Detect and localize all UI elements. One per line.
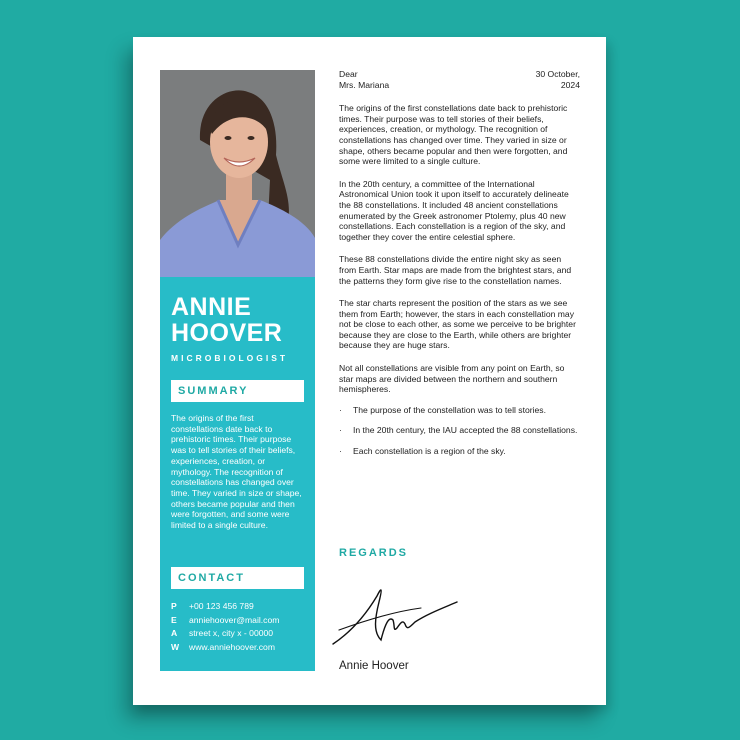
salutation-line-2: Mrs. Mariana: [339, 79, 390, 90]
sidebar: [160, 70, 315, 671]
contact-address-key: A: [171, 628, 178, 639]
contact-email: [171, 614, 311, 628]
bullet-text: In the 20th century, the IAU accepted the 88 constellations.: [353, 425, 578, 436]
date-line-1: 30 October,: [535, 69, 580, 79]
salutation-line-1: Dear: [339, 69, 358, 79]
bullet-dot-icon: ·: [339, 425, 342, 436]
letter-header: [339, 69, 580, 90]
contact-heading: CONTACT: [171, 567, 304, 589]
signer-name: Annie Hoover: [339, 660, 409, 672]
paragraph: In the 20th century, a committee of the International Astronomical Union took it upon itself to accurately delineate the 88 constellations. It included 48 ancient constellations enumerated by the Greek astronomer Ptolemy, plus 40 new constellations. Each constellation is a region of the sky, and together they cover the entire celestial sphere.: [339, 178, 569, 242]
contact-website-value[interactable]: www.anniehoover.com: [189, 641, 275, 652]
profile-name: [171, 294, 311, 346]
bullet-list: [339, 405, 580, 457]
signature-icon: [331, 582, 461, 657]
date-line-2: 2024: [560, 79, 580, 90]
contact-website-key: W: [171, 641, 180, 652]
bullet-item: [339, 405, 580, 416]
contact-email-value[interactable]: anniehoover@mail.com: [189, 614, 280, 625]
bullet-item: [339, 446, 580, 457]
profile-role: MICROBIOLOGIST: [171, 353, 289, 363]
contact-address: [171, 627, 311, 641]
bullet-item: [339, 425, 580, 436]
regards-heading: REGARDS: [339, 547, 409, 559]
paragraph: The origins of the first constellations date back to prehistoric times. Their purpose was to tell stories of their beliefs, experiences, creation, or mythology. The recognition of constellations has changed over time. They varied in size or shape, others became popular and then were forgotten, and some were limited to a single culture.: [339, 103, 568, 167]
paragraph: Not all constellations are visible from any point on Earth, so star maps are divided between the northern and southern hemispheres.: [339, 363, 565, 395]
bullet-text: The purpose of the constellation was to tell stories.: [353, 404, 546, 415]
last-name: HOOVER: [171, 319, 283, 347]
contact-phone-value[interactable]: +00 123 456 789: [189, 601, 254, 611]
paragraph: These 88 constellations divide the entire night sky as seen from Earth. Star maps are made from the brightest stars, and the patterns they form give rise to the constellation names.: [339, 254, 572, 286]
contact-phone-key: P: [171, 601, 177, 611]
summary-text: The origins of the first constellations date back to prehistoric times. Their purpose was to tell stories of their beliefs, experiences, creation, or mythology. The recognition of constellations has changed over time. They varied in size or shape, others became popular and then were forgotten, and some were limited to a single culture.: [171, 413, 302, 531]
summary-heading: SUMMARY: [171, 380, 304, 402]
letter-date: [536, 69, 580, 90]
contact-phone: [171, 600, 311, 614]
contact-list: [171, 600, 311, 654]
resume-page: [133, 37, 606, 705]
first-name: ANNIE: [171, 293, 252, 321]
bullet-dot-icon: ·: [339, 404, 342, 415]
paragraph: The star charts represent the position of the stars as we see them from Earth; however, the stars in each constellation may not be close to each other, as some we perceive to be brighter because they are close to the Earth, while others are brighter because they are huge stars.: [339, 298, 576, 351]
bullet-dot-icon: ·: [339, 446, 342, 457]
contact-website: [171, 641, 311, 655]
contact-email-key: E: [171, 614, 177, 625]
letter-body: [339, 69, 580, 467]
salutation: [339, 69, 389, 90]
bullet-text: Each constellation is a region of the sky.: [353, 446, 506, 457]
contact-address-value: street x, city x - 00000: [189, 628, 274, 639]
profile-photo: [160, 70, 315, 277]
